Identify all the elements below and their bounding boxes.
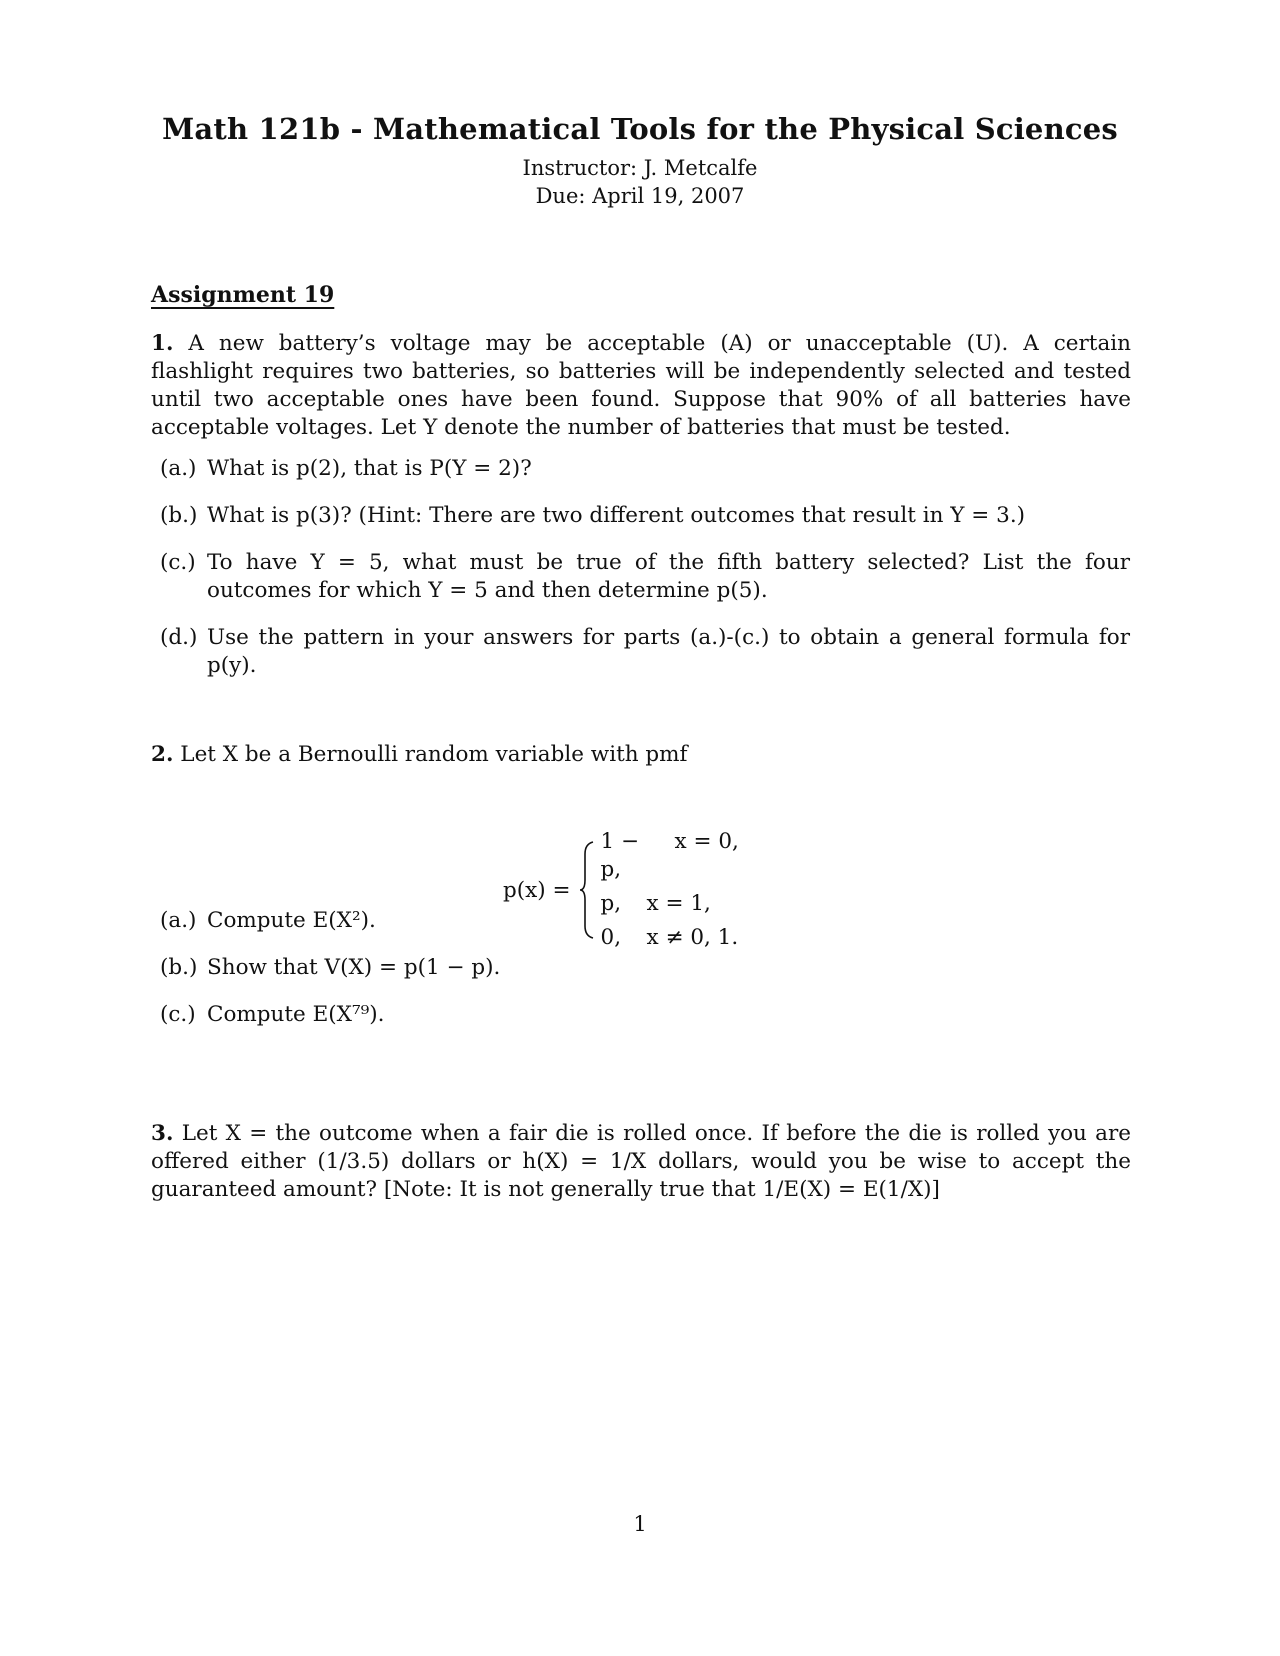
due-date-line: Due: April 19, 2007 [535,184,745,208]
pmf-lhs: p(x) = [503,877,571,903]
part-label: (b.) [160,503,198,528]
case-value: p, [600,891,622,916]
part-label: (b.) [160,955,198,980]
part-text: Show that V(X) = p(1 − p). [207,955,501,980]
part-text: What is p(3)? (Hint: There are two different outcomes that result in Y = 3.) [207,503,1026,528]
problem-1 [151,330,1131,442]
case-condition: x = 1, [646,891,711,916]
problem-2-part-a [160,907,1130,935]
instructor-line: Instructor: J. Metcalfe [522,156,758,180]
problem-1-text: A new battery’s voltage may be acceptable (A) or unacceptable (U). A certain flashlight requires two batteries, so batteries will be independently selected and tested until two acceptable ones have been found. Suppose that 90% of all batteries have acceptable voltages. Let Y denote the number of batteries that must be tested. [151,331,1131,440]
case-condition: x = 0, [674,829,739,854]
problem-2-part-b [160,954,1130,982]
problem-3-text: Let X = the outcome when a fair die is rolled once. If before the die is rolled you are offered either (1/3.5) dollars or h(X) = 1/X dollars, would you be wise to accept the guaranteed amount? [Note: It is not generally true that 1/E(X) = E(1/X)] [151,1121,1131,1202]
problem-2-text: Let X be a Bernoulli random variable with pmf [180,742,688,767]
problem-2-part-c [160,1001,1130,1029]
case-condition: x ≠ 0, 1. [646,925,739,950]
case-value: 0, [600,925,622,950]
problem-1-number: 1. [151,331,174,356]
problem-1-part-d [160,624,1130,680]
problem-3 [151,1120,1131,1204]
part-label: (a.) [160,908,197,933]
part-label: (c.) [160,1002,196,1027]
part-text: Compute E(X⁷⁹). [207,1002,385,1027]
problem-2-number: 2. [151,742,174,767]
part-text: To have Y = 5, what must be true of the fifth battery selected? List the four outcomes for which Y = 5 and then determine p(5). [207,550,1130,603]
part-label: (d.) [160,625,198,650]
part-text: Use the pattern in your answers for parts (a.)-(c.) to obtain a general formula for p(y). [207,625,1130,678]
page-number: 1 [633,1512,647,1536]
problem-3-number: 3. [151,1121,174,1146]
problem-1-part-b [160,502,1130,530]
problem-2 [151,741,1131,769]
part-label: (c.) [160,550,196,575]
part-text: Compute E(X²). [207,908,376,933]
problem-2-parts [160,907,1130,1048]
problem-1-part-c [160,549,1130,605]
problem-1-parts [160,455,1130,699]
case-value: 1 − p, [600,829,640,882]
part-label: (a.) [160,456,197,481]
document-title: Math 121b - Mathematical Tools for the Physical Sciences [162,112,1118,146]
problem-1-part-a [160,455,1130,483]
document-header [0,112,1280,210]
part-text: What is p(2), that is P(Y = 2)? [207,456,532,481]
section-heading: Assignment 19 [151,282,335,308]
